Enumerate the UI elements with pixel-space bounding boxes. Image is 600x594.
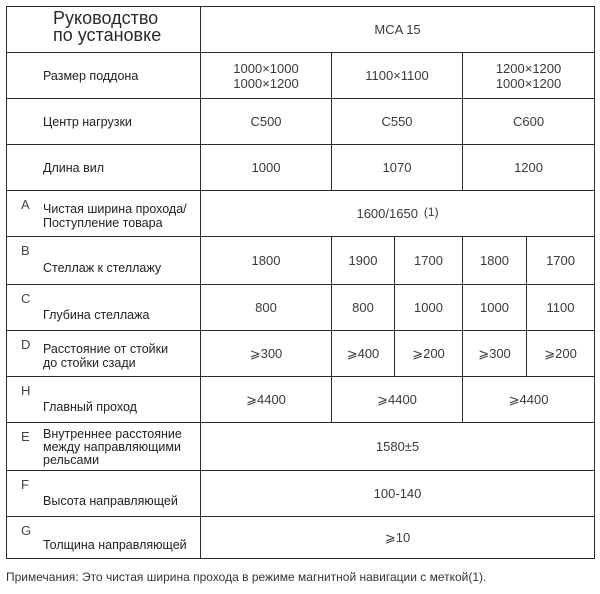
row-b-val-2: 1900 [332,237,395,285]
pallet-size-col3-line2: 1000×1200 [495,75,562,91]
row-h-val-3: ⩾4400 [463,377,595,423]
fork-length-col3: 1200 [463,145,595,191]
row-e-label-line2: между направляющими [43,440,181,454]
pallet-size-col1-line2: 1000×1200 [233,75,299,91]
row-c-label-cell [7,285,201,331]
row-b-val-1: 1800 [201,237,332,285]
fork-length-col2: 1070 [332,145,463,191]
row-d-val-5: ⩾200 [527,331,595,377]
row-f-label: Высота направляющей [43,493,178,508]
guide-title-cell [7,7,201,53]
row-c-val-3: 1000 [395,285,463,331]
pallet-size-col2: 1100×1100 [332,53,463,99]
pallet-size-label-cell [7,53,201,99]
row-e-letter: E [21,429,30,444]
row-h-letter: H [21,383,31,398]
row-a [7,191,595,237]
row-b-letter: B [21,243,30,258]
model-cell: MCA 15 [201,7,595,53]
load-center-label-cell [7,99,201,145]
load-center-col3: C600 [463,99,595,145]
guide-title-line2: по установке [53,24,162,45]
row-a-label-cell [7,191,201,237]
row-e-value: 1580±5 [201,423,595,471]
footnote: Примечания: Это чистая ширина прохода в режиме магнитной навигации с меткой(1). [6,570,487,584]
row-e-label-cell [7,423,201,471]
row-f [7,471,595,517]
guide-title-line1: Руководство [53,7,159,28]
row-f-value: 100-140 [201,471,595,517]
row-c [7,285,595,331]
row-e-label-line1: Внутреннее расстояние [43,427,182,441]
row-d-label-line1: Расстояние от стойки [43,341,169,356]
row-h-label-cell [7,377,201,423]
fork-length-label-cell [7,145,201,191]
row-g-label: Толщина направляющей [43,537,187,552]
row-c-letter: C [21,291,31,306]
row-c-val-4: 1000 [463,285,527,331]
header-row [7,7,595,53]
row-g-label-cell [7,517,201,559]
fork-length-col1: 1000 [201,145,332,191]
load-center-label: Центр нагрузки [43,114,132,129]
load-center-col2: C550 [332,99,463,145]
fork-length-row [7,145,595,191]
pallet-size-label: Размер поддона [43,68,139,83]
row-a-note-mark: (1) [423,205,439,219]
row-c-val-1: 800 [201,285,332,331]
pallet-size-row [7,53,595,99]
row-b-label-cell [7,237,201,285]
row-g-letter: G [21,523,32,538]
row-h-val-2: ⩾4400 [332,377,463,423]
row-c-val-2: 800 [332,285,395,331]
installation-guide-table [6,6,595,559]
row-b [7,237,595,285]
row-a-label-line2: Поступление товара [43,215,163,230]
row-d-val-3: ⩾200 [395,331,463,377]
row-f-label-cell [7,471,201,517]
pallet-size-col1-line1: 1000×1000 [233,60,299,76]
pallet-size-col1 [201,53,332,99]
row-h [7,377,595,423]
row-f-letter: F [21,477,29,492]
row-b-val-5: 1700 [527,237,595,285]
row-d-label-line2: до стойки сзади [43,355,136,370]
row-b-val-4: 1800 [463,237,527,285]
row-e [7,423,595,471]
row-a-label-line1: Чистая ширина прохода/ [43,201,187,216]
row-c-label: Глубина стеллажа [43,307,150,322]
row-g-value: ⩾10 [201,517,595,559]
row-d-letter: D [21,337,31,352]
row-d-val-1: ⩾300 [201,331,332,377]
pallet-size-col3 [463,53,595,99]
row-a-value-cell [201,191,595,237]
pallet-size-col3-line1: 1200×1200 [495,60,562,76]
row-h-label: Главный проход [43,399,137,414]
row-d-label-cell [7,331,201,377]
row-c-val-5: 1100 [527,285,595,331]
row-h-val-1: ⩾4400 [201,377,332,423]
row-a-value: 1600/1650 [356,206,418,221]
row-d-val-2: ⩾400 [332,331,395,377]
row-g [7,517,595,559]
row-b-val-3: 1700 [395,237,463,285]
load-center-row [7,99,595,145]
row-d [7,331,595,377]
load-center-col1: C500 [201,99,332,145]
fork-length-label: Длина вил [43,160,104,175]
row-b-label: Стеллаж к стеллажу [43,260,162,275]
row-e-label-line3: рельсами [43,453,100,467]
row-a-letter: A [21,197,30,212]
row-d-val-4: ⩾300 [463,331,527,377]
